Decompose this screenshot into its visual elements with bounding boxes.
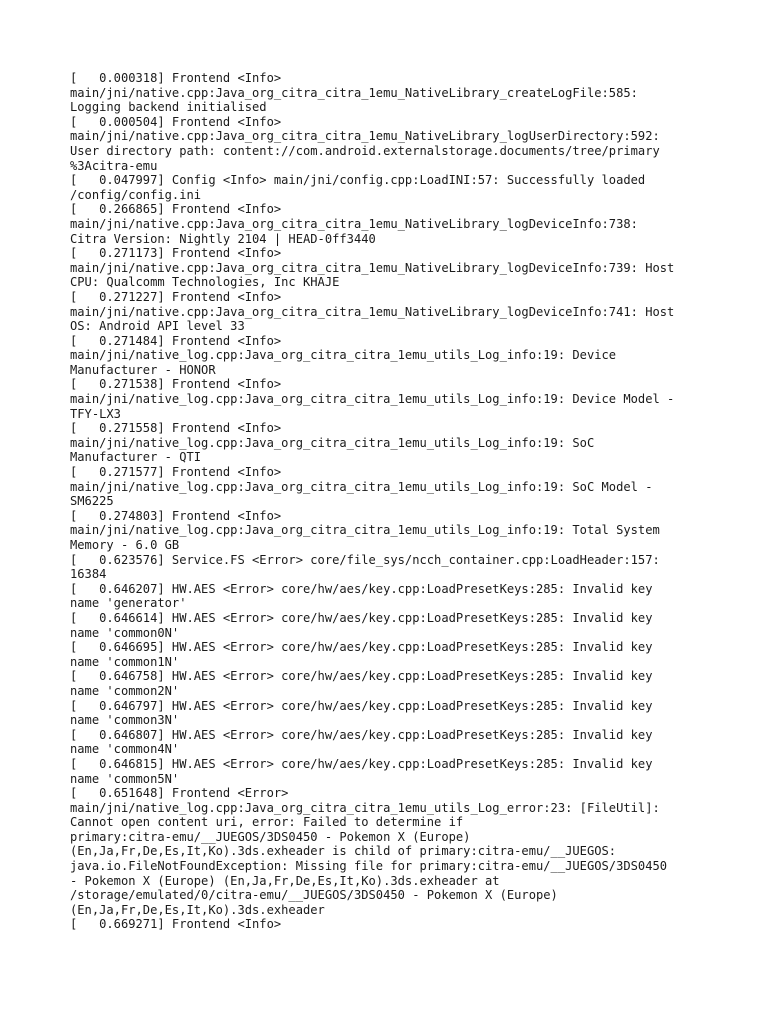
log-line: [ 0.047997] Config <Info> main/jni/config.cpp:LoadINI:57: Successfully loaded	[70, 173, 646, 188]
log-line: CPU: Qualcomm Technologies, Inc KHAJE	[70, 275, 340, 290]
log-line: main/jni/native.cpp:Java_org_citra_citra_1emu_NativeLibrary_logDeviceInfo:741: Host	[70, 304, 675, 319]
log-line: main/jni/native.cpp:Java_org_citra_citra_1emu_NativeLibrary_createLogFile:585:	[70, 85, 638, 100]
log-line: [ 0.646614] HW.AES <Error> core/hw/aes/key.cpp:LoadPresetKeys:285: Invalid key	[70, 610, 653, 625]
log-line: [ 0.266865] Frontend <Info>	[70, 202, 282, 217]
log-line: primary:citra-emu/__JUEGOS/3DS0450 - Pokemon X (Europe)	[70, 829, 471, 844]
log-line: [ 0.646807] HW.AES <Error> core/hw/aes/key.cpp:LoadPresetKeys:285: Invalid key	[70, 727, 653, 742]
log-line: [ 0.651648] Frontend <Error>	[70, 786, 289, 801]
log-line: - Pokemon X (Europe) (En,Ja,Fr,De,Es,It,Ko).3ds.exheader at	[70, 873, 500, 888]
log-line: [ 0.646207] HW.AES <Error> core/hw/aes/key.cpp:LoadPresetKeys:285: Invalid key	[70, 581, 653, 596]
log-line: name 'common4N'	[70, 742, 180, 757]
log-line: [ 0.271227] Frontend <Info>	[70, 289, 282, 304]
log-line: Manufacturer - QTI	[70, 450, 202, 465]
log-line: main/jni/native.cpp:Java_org_citra_citra_1emu_NativeLibrary_logDeviceInfo:739: Host	[70, 260, 675, 275]
log-line: Memory - 6.0 GB	[70, 538, 180, 552]
log-line: name 'generator'	[70, 596, 187, 611]
log-line: [ 0.000318] Frontend <Info>	[70, 71, 282, 85]
log-line: [ 0.646695] HW.AES <Error> core/hw/aes/key.cpp:LoadPresetKeys:285: Invalid key	[70, 640, 653, 655]
log-line: main/jni/native_log.cpp:Java_org_citra_citra_1emu_utils_Log_info:19: Device Model -	[70, 392, 675, 407]
log-line: [ 0.271173] Frontend <Info>	[70, 246, 282, 261]
log-line: /config/config.ini	[70, 187, 202, 202]
log-line: main/jni/native_log.cpp:Java_org_citra_citra_1emu_utils_Log_info:19: Total System	[70, 523, 660, 538]
log-line: Cannot open content uri, error: Failed to determine if	[70, 815, 464, 830]
log-line: main/jni/native_log.cpp:Java_org_citra_citra_1emu_utils_Log_error:23: [FileUtil]:	[70, 800, 660, 815]
log-text-block	[70, 71, 710, 932]
log-line: [ 0.271558] Frontend <Info>	[70, 421, 282, 436]
log-line: /storage/emulated/0/citra-emu/__JUEGOS/3DS0450 - Pokemon X (Europe)	[70, 888, 558, 903]
log-line: name 'common3N'	[70, 713, 180, 728]
log-line: main/jni/native.cpp:Java_org_citra_citra_1emu_NativeLibrary_logDeviceInfo:738:	[70, 216, 638, 231]
log-line: [ 0.274803] Frontend <Info>	[70, 508, 282, 523]
log-line: [ 0.646815] HW.AES <Error> core/hw/aes/key.cpp:LoadPresetKeys:285: Invalid key	[70, 756, 653, 771]
log-line: [ 0.271538] Frontend <Info>	[70, 377, 282, 392]
log-line: main/jni/native_log.cpp:Java_org_citra_citra_1emu_utils_Log_info:19: Device	[70, 348, 617, 363]
log-line: [ 0.623576] Service.FS <Error> core/file_sys/ncch_container.cpp:LoadHeader:157:	[70, 552, 660, 567]
log-line: [ 0.271484] Frontend <Info>	[70, 333, 282, 348]
log-line: TFY-LX3	[70, 406, 121, 421]
log-line: 16384	[70, 567, 107, 582]
log-line: %3Acitra-emu	[70, 158, 158, 173]
log-line: main/jni/native.cpp:Java_org_citra_citra_1emu_NativeLibrary_logUserDirectory:592:	[70, 129, 660, 144]
log-line: [ 0.271577] Frontend <Info>	[70, 465, 282, 480]
log-line: OS: Android API level 33	[70, 319, 245, 334]
log-line: [ 0.669271] Frontend <Info>	[70, 917, 282, 932]
log-line: java.io.FileNotFoundException: Missing file for primary:citra-emu/__JUEGOS/3DS0450	[70, 859, 668, 874]
log-line: Logging backend initialised	[70, 100, 267, 115]
log-line: Manufacturer - HONOR	[70, 362, 216, 377]
log-line: User directory path: content://com.android.externalstorage.documents/tree/primary	[70, 143, 660, 158]
log-line: Citra Version: Nightly 2104 | HEAD-0ff3440	[70, 231, 376, 246]
log-line: main/jni/native_log.cpp:Java_org_citra_citra_1emu_utils_Log_info:19: SoC	[70, 435, 595, 450]
log-line: name 'common1N'	[70, 654, 180, 669]
log-line: [ 0.000504] Frontend <Info>	[70, 114, 282, 129]
log-line: name 'common0N'	[70, 625, 180, 640]
log-line: name 'common2N'	[70, 683, 180, 698]
log-line: [ 0.646797] HW.AES <Error> core/hw/aes/key.cpp:LoadPresetKeys:285: Invalid key	[70, 698, 653, 713]
log-line: (En,Ja,Fr,De,Es,It,Ko).3ds.exheader	[70, 902, 325, 917]
log-line: SM6225	[70, 494, 114, 509]
log-line: (En,Ja,Fr,De,Es,It,Ko).3ds.exheader is child of primary:citra-emu/__JUEGOS:	[70, 844, 617, 859]
log-line: [ 0.646758] HW.AES <Error> core/hw/aes/key.cpp:LoadPresetKeys:285: Invalid key	[70, 669, 653, 684]
log-line: main/jni/native_log.cpp:Java_org_citra_citra_1emu_utils_Log_info:19: SoC Model -	[70, 479, 653, 494]
log-line: name 'common5N'	[70, 771, 180, 786]
